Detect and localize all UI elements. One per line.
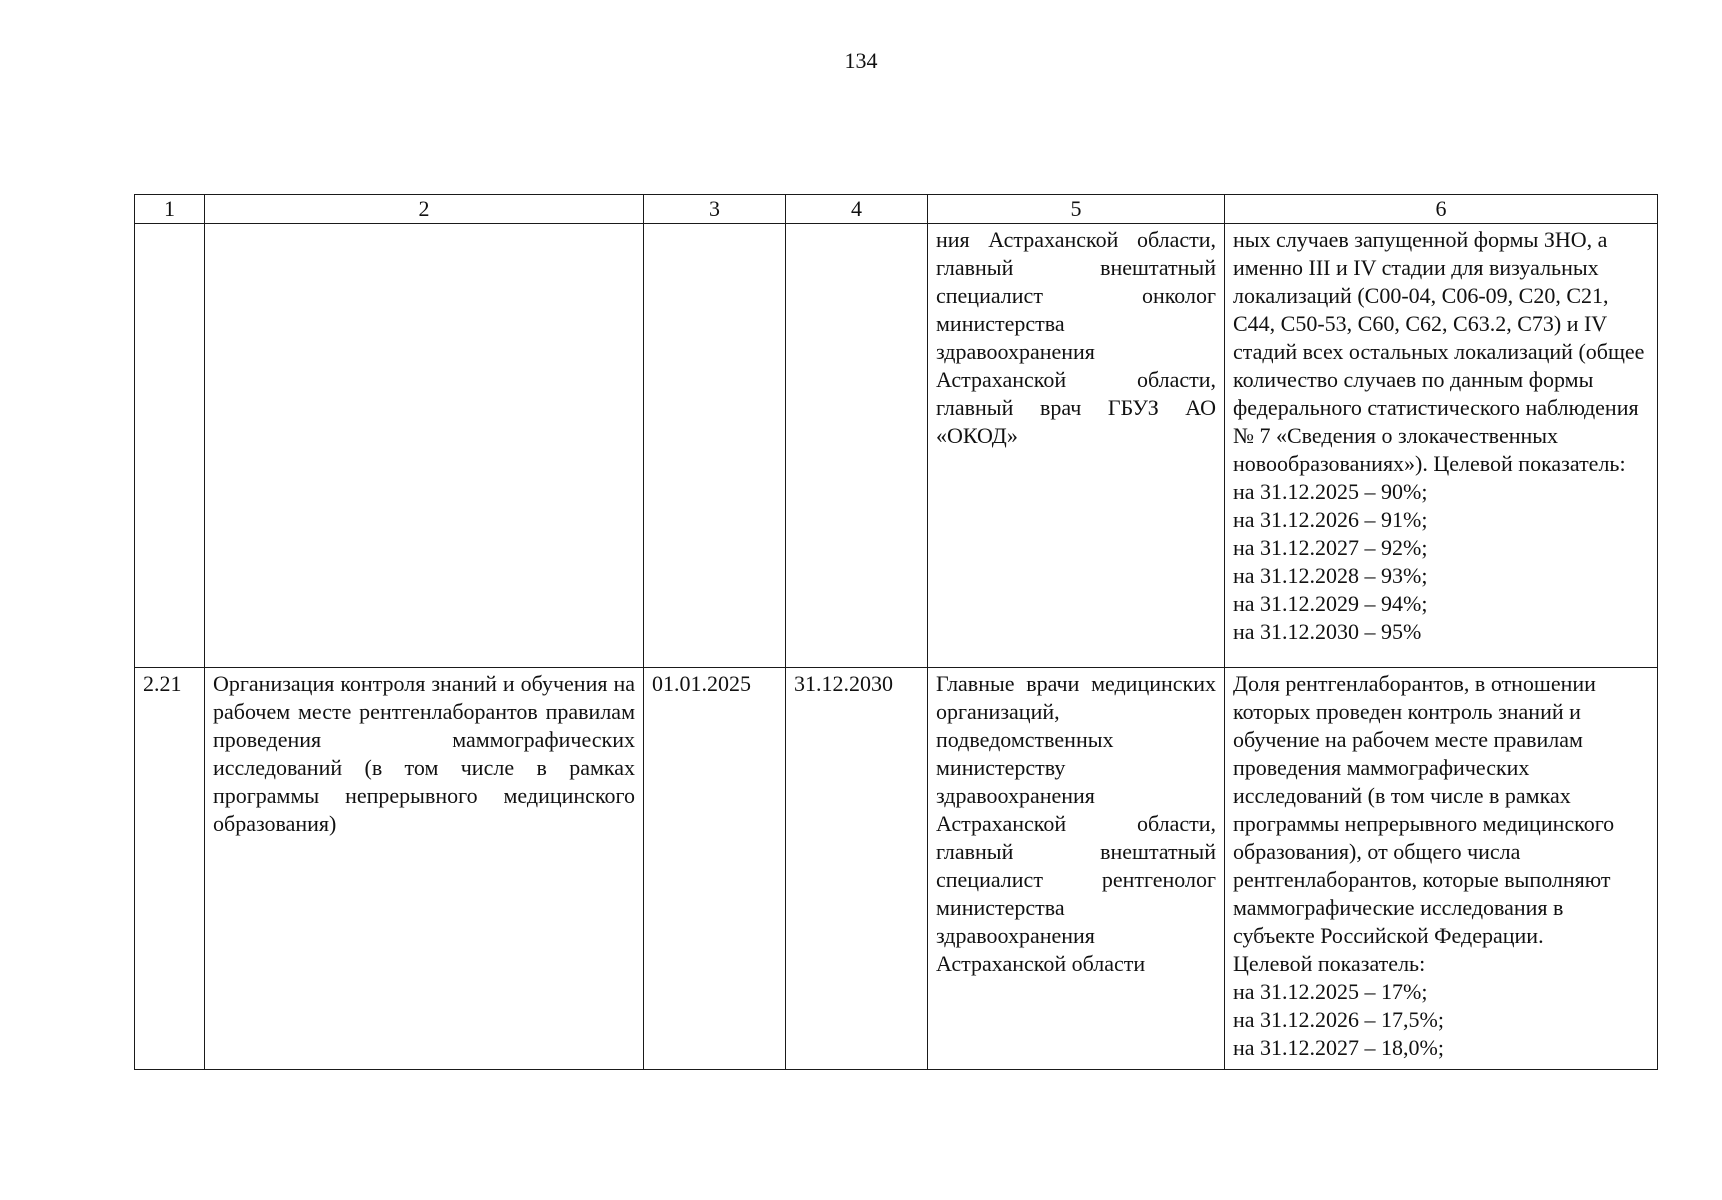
start-date-cell: 01.01.2025 bbox=[644, 668, 786, 1070]
indicator-cell bbox=[1225, 668, 1658, 1070]
target-line: на 31.12.2026 – 91%; bbox=[1233, 507, 1428, 532]
target-line: на 31.12.2027 – 92%; bbox=[1233, 535, 1428, 560]
header-col-3: 3 bbox=[644, 195, 786, 224]
start-date-cell bbox=[644, 224, 786, 668]
end-date-cell: 31.12.2030 bbox=[786, 668, 928, 1070]
header-col-1: 1 bbox=[135, 195, 205, 224]
table-header-row bbox=[135, 195, 1658, 224]
header-col-4: 4 bbox=[786, 195, 928, 224]
row-number-cell bbox=[135, 224, 205, 668]
indicator-text: Доля рентгенлаборантов, в отношении которых проведен контроль знаний и обучение на рабочем месте правилам проведения маммографических исследований (в том числе в рамках программы непрерывного медицинского образования), от общего числа рентгенлаборантов, которые выполняют маммографические исследования в субъекте Российской Федерации. bbox=[1233, 671, 1615, 948]
measure-name-cell: Организация контроля знаний и обучения на рабочем месте рентгенлаборантов правилам проведения маммографических исследований (в том числе в рамках программы непрерывного медицинского образования) bbox=[205, 668, 644, 1070]
target-line: на 31.12.2028 – 93%; bbox=[1233, 563, 1428, 588]
end-date-cell bbox=[786, 224, 928, 668]
header-col-6: 6 bbox=[1225, 195, 1658, 224]
measure-name-cell bbox=[205, 224, 644, 668]
table-row bbox=[135, 668, 1658, 1070]
target-label: Целевой показатель: bbox=[1233, 951, 1426, 976]
target-line: на 31.12.2030 – 95% bbox=[1233, 619, 1422, 644]
responsible-cell: ния Астраханской области, главный внештатный специалист онколог министерства здравоохранения Астраханской области, главный врач ГБУЗ АО «ОКОД» bbox=[928, 224, 1225, 668]
row-number-cell: 2.21 bbox=[135, 668, 205, 1070]
indicator-cell bbox=[1225, 224, 1658, 668]
target-line: на 31.12.2025 – 17%; bbox=[1233, 979, 1428, 1004]
page-number: 134 bbox=[844, 48, 878, 73]
target-line: на 31.12.2027 – 18,0%; bbox=[1233, 1035, 1444, 1060]
target-line: на 31.12.2026 – 17,5%; bbox=[1233, 1007, 1444, 1032]
measures-table bbox=[134, 194, 1658, 1070]
header-col-2: 2 bbox=[205, 195, 644, 224]
header-col-5: 5 bbox=[928, 195, 1225, 224]
indicator-text: ных случаев запущенной формы ЗНО, а именно III и IV стадии для визуальных локализаций (С00-04, С06-09, С20, С21, С44, С50-53, С60, С62, С63.2, С73) и IV стадий всех остальных локализаций (общее количество случаев по данным формы федерального статистического наблюдения № 7 «Сведения о злокачественных новообразованиях»). Целевой показатель: bbox=[1233, 227, 1645, 476]
responsible-cell: Главные врачи медицинских организаций, подведомственных министерству здравоохранения Астраханской области, главный внештатный специалист рентгенолог министерства здравоохранения Астраханской области bbox=[928, 668, 1225, 1070]
target-line: на 31.12.2029 – 94%; bbox=[1233, 591, 1428, 616]
table-row bbox=[135, 224, 1658, 668]
target-line: на 31.12.2025 – 90%; bbox=[1233, 479, 1428, 504]
